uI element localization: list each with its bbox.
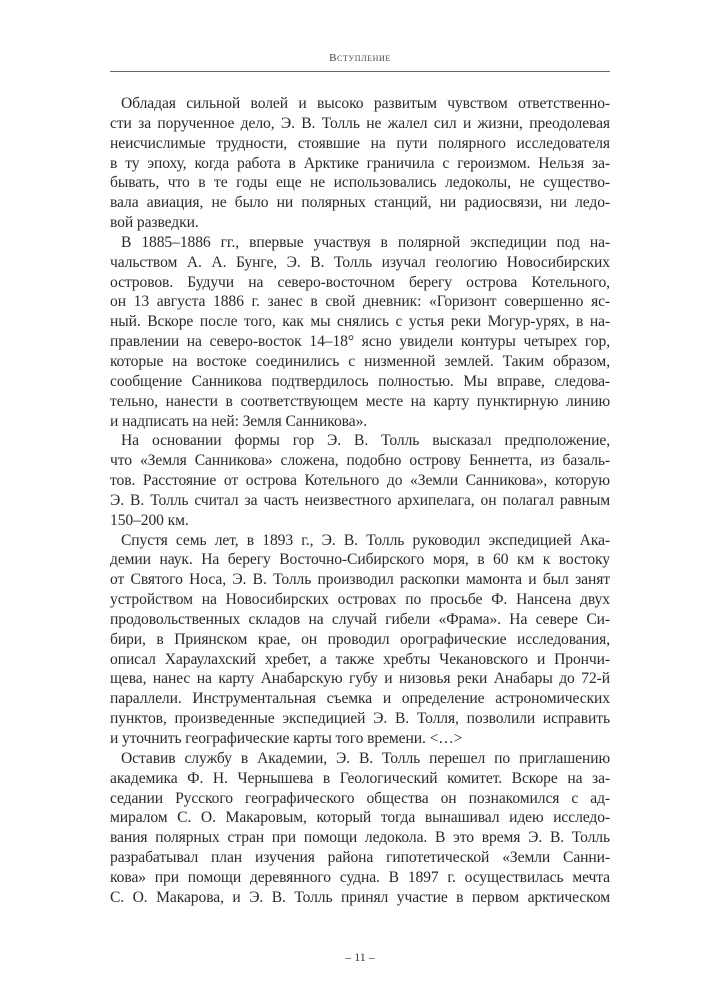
- text-line: островов. Будучи на северо-восточном берегу острова Котельного,: [110, 273, 610, 291]
- text-line: седании Русского географического общества он познакомился с ад-: [110, 789, 610, 807]
- text-line: описал Хараулахский хребет, а также хребты Чекановского и Прончи-: [110, 650, 610, 668]
- text-line: Э. В. Толль считал за часть неизвестного архипелага, он полагал равным: [110, 491, 610, 509]
- text-line: сти за порученное дело, Э. В. Толль не жалел сил и жизни, преодолевая: [110, 114, 610, 132]
- text-line: демии наук. На берегу Восточно-Сибирского моря, в 60 км к востоку: [110, 551, 610, 569]
- text-line: миралом С. О. Макаровым, который тогда вынашивал идею исследо-: [110, 809, 610, 827]
- text-line: вала авиация, не было ни полярных станций, ни радиосвязи, ни ледо-: [110, 194, 610, 212]
- text-line: Оставив службу в Академии, Э. В. Толль перешел по приглашению: [121, 749, 610, 767]
- text-line: неисчислимые трудности, стоявшие на пути полярного исследователя: [110, 134, 610, 152]
- text-line: тельно, нанести в соответствующем месте на карту пунктирную линию: [110, 392, 610, 410]
- page-number: – 11 –: [345, 950, 375, 964]
- text-line: академика Ф. Н. Чернышева в Геологический комитет. Вскоре на за-: [110, 769, 610, 787]
- text-line: которые на востоке соединились с низменной землей. Таким образом,: [110, 352, 610, 370]
- text-line: Спустя семь лет, в 1893 г., Э. В. Толль руководил экспедицией Ака-: [121, 531, 610, 549]
- text-line: На основании формы гор Э. В. Толль высказал предположение,: [121, 432, 610, 450]
- text-line: С. О. Макарова, и Э. В. Толль принял участие в первом арктическом: [110, 888, 610, 906]
- text-line: щева, нанес на карту Анабарскую губу и низовья реки Анабары до 72-й: [110, 670, 610, 688]
- body-text: [110, 94, 610, 908]
- text-line: вания полярных стран при помощи ледокола. В это время Э. В. Толль: [110, 829, 610, 847]
- text-line: правлении на северо-восток 14–18° ясно увидели контуры четырех гор,: [110, 333, 610, 351]
- text-line: в ту эпоху, когда работа в Арктике граничила с героизмом. Нельзя за-: [110, 154, 610, 172]
- text-line: устройством на Новосибирских островах по просьбе Ф. Нансена двух: [110, 591, 610, 609]
- header-rule: [110, 71, 610, 72]
- text-line: продовольственных складов на случай гибели «Фрама». На севере Си-: [110, 610, 610, 628]
- text-line: и надписать на ней: Земля Санникова».: [110, 412, 368, 430]
- text-line: что «Земля Санникова» сложена, подобно острову Беннетта, из базаль-: [110, 452, 610, 470]
- text-line: 150–200 км.: [110, 511, 189, 529]
- text-line: чальством А. А. Бунге, Э. В. Толль изучал геологию Новосибирских: [110, 253, 610, 271]
- text-line: от Святого Носа, Э. В. Толль производил раскопки мамонта и был занят: [110, 571, 610, 589]
- text-line: параллели. Инструментальная съемка и определение астрономических: [110, 690, 610, 708]
- running-header: Вступление: [329, 52, 391, 64]
- text-line: сообщение Санникова подтвердилось полностью. Мы вправе, следова-: [110, 372, 610, 390]
- text-line: он 13 августа 1886 г. занес в свой дневник: «Горизонт совершенно яс-: [110, 293, 610, 311]
- text-line: Обладая сильной волей и высоко развитым чувством ответственно-: [121, 95, 610, 112]
- text-line: бири, в Приянском крае, он проводил орографические исследования,: [110, 630, 610, 648]
- text-line: бывать, что в те годы еще не использовались ледоколы, не существо-: [110, 174, 610, 192]
- text-line: разрабатывал план изучения района гипотетической «Земли Санни-: [110, 849, 610, 867]
- text-line: В 1885–1886 гг., впервые участвуя в полярной экспедиции под на-: [121, 233, 610, 251]
- text-line: пунктов, произведенные экспедицией Э. В. Толля, позволили исправить: [110, 710, 610, 728]
- text-line: кова» при помощи деревянного судна. В 1897 г. осуществилась мечта: [110, 868, 610, 886]
- text-line: ный. Вскоре после того, как мы снялись с устья реки Могур-урях, в на-: [110, 313, 610, 331]
- text-line: тов. Расстояние от острова Котельного до «Земли Санникова», которую: [110, 472, 610, 490]
- text-line: и уточнить географические карты того времени. <…>: [110, 730, 463, 747]
- text-line: вой разведки.: [110, 214, 199, 232]
